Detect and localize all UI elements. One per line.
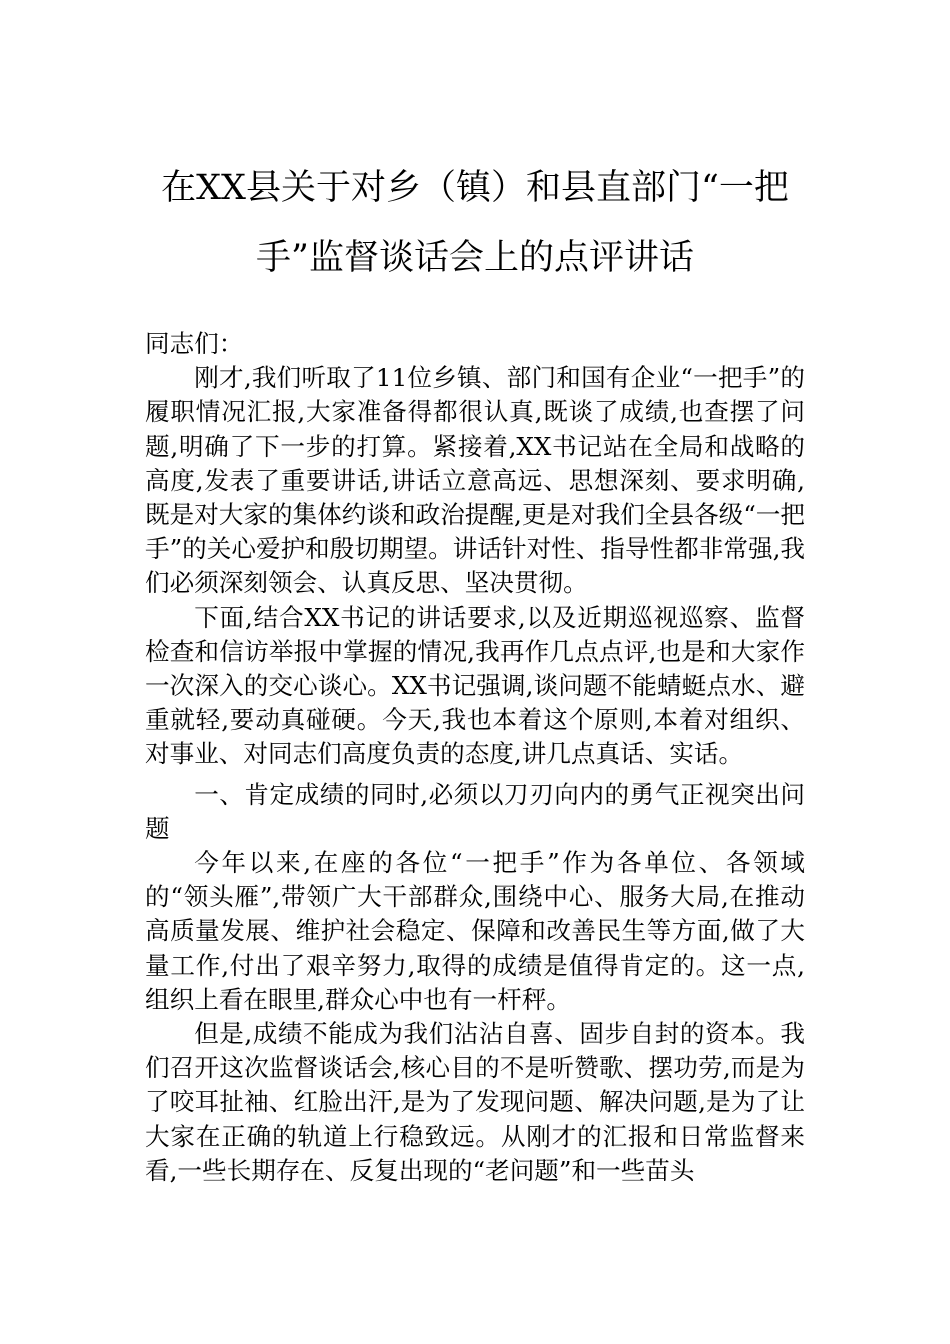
- paragraph: 下面,结合XX书记的讲话要求,以及近期巡视巡察、监督检查和信访举报中掌握的情况,我再作几点点评,也是和大家作一次深入的交心谈心。XX书记强调,谈问题不能蜻蜓点水、避重就轻,要动真碰硬。今天,我也本着这个原则,本着对组织、对事业、对同志们高度负责的态度,讲几点真话、实话。: [145, 602, 805, 769]
- salutation: 同志们：: [145, 329, 244, 358]
- paragraph: 刚才,我们听取了11位乡镇、部门和国有企业“一把手”的履职情况汇报,大家准备得都很认真,既谈了成绩,也查摆了问题,明确了下一步的打算。紧接着,XX书记站在全局和战略的高度,发表了重要讲话,讲话立意高远、思想深刻、要求明确,既是对大家的集体约谈和政治提醒,更是对我们全县各级“一把手”的关心爱护和殷切期望。讲话针对性、指导性都非常强,我们必须深刻领会、认真反思、坚决贯彻。: [145, 363, 805, 598]
- document-body: [145, 327, 805, 1188]
- section-heading: 一、肯定成绩的同时,必须以刀刃向内的勇气正视突出问题: [145, 779, 805, 843]
- paragraph: 但是,成绩不能成为我们沾沾自喜、固步自封的资本。我们召开这次监督谈话会,核心目的不是听赞歌、摆功劳,而是为了咬耳扯袖、红脸出汗,是为了发现问题、解决问题,是为了让大家在正确的轨道上行稳致远。从刚才的汇报和日常监督来看,一些长期存在、反复出现的“老问题”和一些苗头: [145, 1019, 805, 1185]
- paragraph: 今年以来,在座的各位“一把手”作为各单位、各领域的“领头雁”,带领广大干部群众,围绕中心、服务大局,在推动高质量发展、维护社会稳定、保障和改善民生等方面,做了大量工作,付出了艰辛努力,取得的成绩是值得肯定的。这一点,组织上看在眼里,群众心中也有一杆秤。: [145, 848, 805, 1014]
- document-title-line-1: 在XX县关于对乡（镇）和县直部门“一把: [161, 168, 789, 208]
- document-title-line-2: 手”监督谈话会上的点评讲话: [256, 238, 694, 278]
